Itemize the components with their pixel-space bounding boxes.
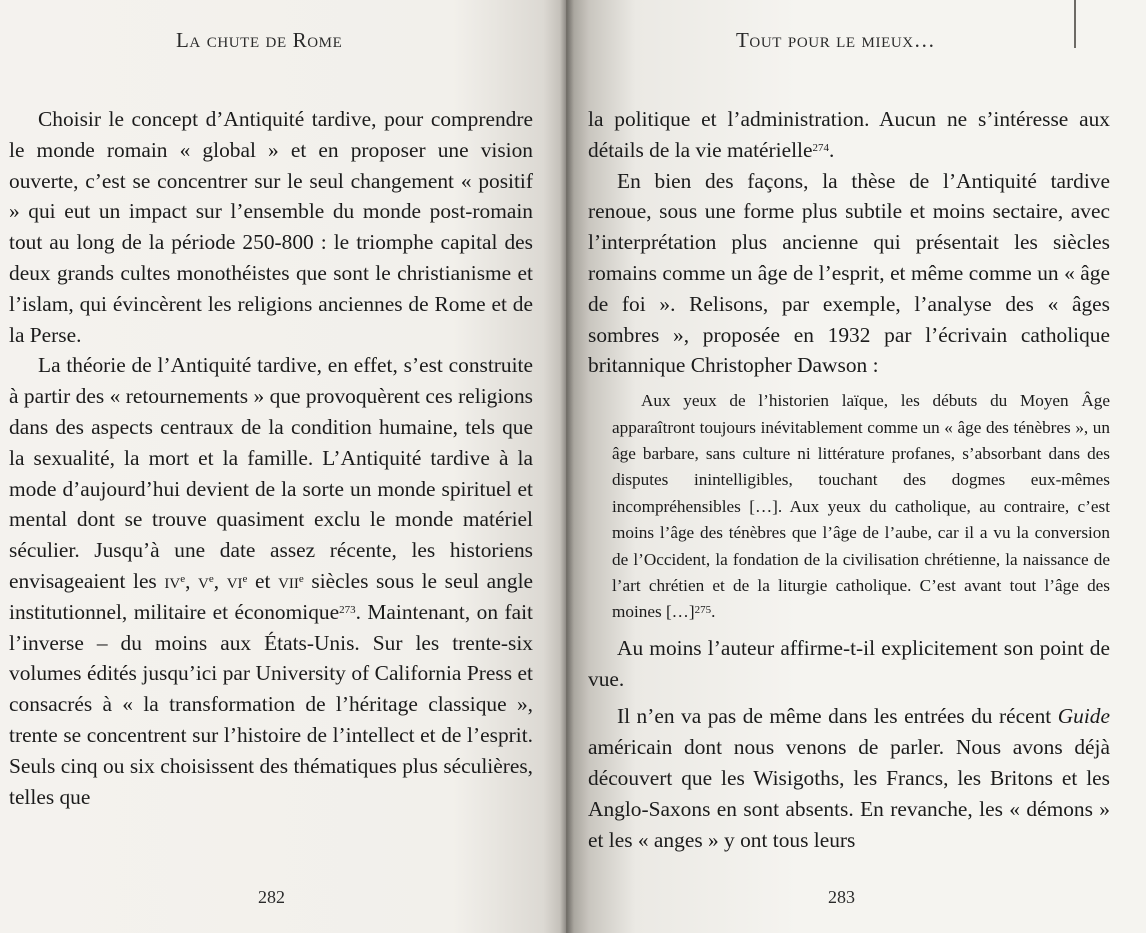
page-number-left: 282 xyxy=(258,887,285,907)
text-run: , xyxy=(213,568,227,593)
left-paragraph-1 xyxy=(9,104,533,350)
left-page-body xyxy=(9,104,533,812)
roman-numeral: iv xyxy=(164,568,181,593)
footnote-ref-275: 275 xyxy=(694,604,712,617)
left-paragraph-2 xyxy=(9,350,533,812)
text-run: , xyxy=(185,568,199,593)
quote-text: Aux yeux de l’historien laïque, les débuts du Moyen Âge apparaîtront toujours inévitablement comme un « âge des ténèbres », un âge barbare, sans culture ni littérature profanes, s’absorbant dans des disputes inintelligibles, touchant des dogmes eux-mêmes incompréhensibles […]. Aux yeux du catholique, au contraire, c’est moins l’âge des ténèbres que l’âge de l’aube, car il a vu la conversion de l’Occident, la fondation de la civilisation chrétienne, la naissance de l’art chrétien et de la liturgie catholique. C’est avant tout l’âge des moines […] xyxy=(612,391,1110,622)
right-paragraph-1 xyxy=(588,104,1110,166)
text-run: n’en va pas de même dans les entrées du récent xyxy=(630,704,1058,729)
block-quote-dawson xyxy=(612,388,1110,626)
text-run: américain dont nous venons de parler. Nous avons déjà découvert que les Wisigoths, les Francs, les Britons et les Anglo-Saxons en sont absents. En revanche, les « démons » et les « anges » y ont tous leurs xyxy=(588,735,1110,852)
superscript: e xyxy=(208,572,214,585)
text-run: siècles sous le seul angle institutionnel, militaire et économique xyxy=(9,568,534,624)
roman-numeral: v xyxy=(198,568,209,593)
text-run: Choisir le concept d’Antiquité tardive, pour comprendre le monde romain « global » et en proposer une vision ouverte, c’est se concentrer sur le seul changement « positif » qui eut un impact sur l’ensemble du monde post-romain tout au long de la période 250-800 : le triomphe capital des deux grands cultes monothéistes que sont le christianisme et l’islam, qui évincèrent les religions anciennes de Rome et de la Perse. xyxy=(9,107,533,347)
text-run: Il xyxy=(617,704,631,729)
text-run: la politique et l’administration. Aucun ne s’intéresse aux détails de la vie matérielle xyxy=(588,107,1110,162)
superscript: e xyxy=(242,572,248,585)
page-edge-mark xyxy=(1074,0,1076,48)
right-page-body xyxy=(588,104,1110,855)
superscript: e xyxy=(298,572,304,585)
text-run: et xyxy=(247,568,279,593)
running-head-right: Tout pour le mieux… xyxy=(736,28,936,52)
footnote-ref-273: 273 xyxy=(339,603,356,616)
right-page xyxy=(566,0,1146,933)
roman-numeral: vii xyxy=(278,568,299,593)
italic-title: Guide xyxy=(1057,704,1110,729)
right-paragraph-3: Au moins l’auteur affirme-t-il explicitement son point de vue. xyxy=(588,635,1110,691)
text-run: . xyxy=(711,602,716,622)
footnote-ref-274: 274 xyxy=(812,141,829,154)
left-page xyxy=(0,0,566,933)
superscript: e xyxy=(180,572,186,585)
text-run: . Maintenant, on fait l’inverse – du moins aux États-Unis. Sur les trente-six volumes édités jusqu’ici par University of California Press et consacrés à « la transformation de l’héritage classique », trente se concentrent sur l’histoire de l’intellect et de l’esprit. Seuls cinq ou six choisissent des thématiques plus séculières, telles que xyxy=(9,599,533,809)
running-head-left: La chute de Rome xyxy=(176,28,343,52)
text-run: La théorie de l’Antiquité tardive, en effet, s’est construite à partir des « retournements » que provoquèrent ces religions dans des aspects centraux de la condition humaine, tels que la sexualité, la mort et la famille. L’Antiquité tardive à la mode d’aujourd’hui devient de la sorte un monde spirituel et mental dont se trouve quasiment exclu le monde matériel séculier. Jusqu’à une date assez récente, les historiens envisageaient les xyxy=(9,353,533,593)
book-gutter-shadow xyxy=(560,0,574,933)
text-run: . xyxy=(829,137,835,162)
right-paragraph-2: En bien des façons, la thèse de l’Antiquité tardive renoue, sous une forme plus subtile et moins sectaire, avec l’interprétation plus ancienne qui présentait les siècles romains comme un âge de l’esprit, et même comme un « âge de foi ». Relisons, par exemple, l’analyse des « âges sombres », proposée en 1932 par l’écrivain catholique britannique Christopher Dawson : xyxy=(588,168,1110,378)
page-number-right: 283 xyxy=(828,887,855,907)
right-paragraph-4 xyxy=(588,701,1110,855)
roman-numeral: vi xyxy=(226,568,243,593)
